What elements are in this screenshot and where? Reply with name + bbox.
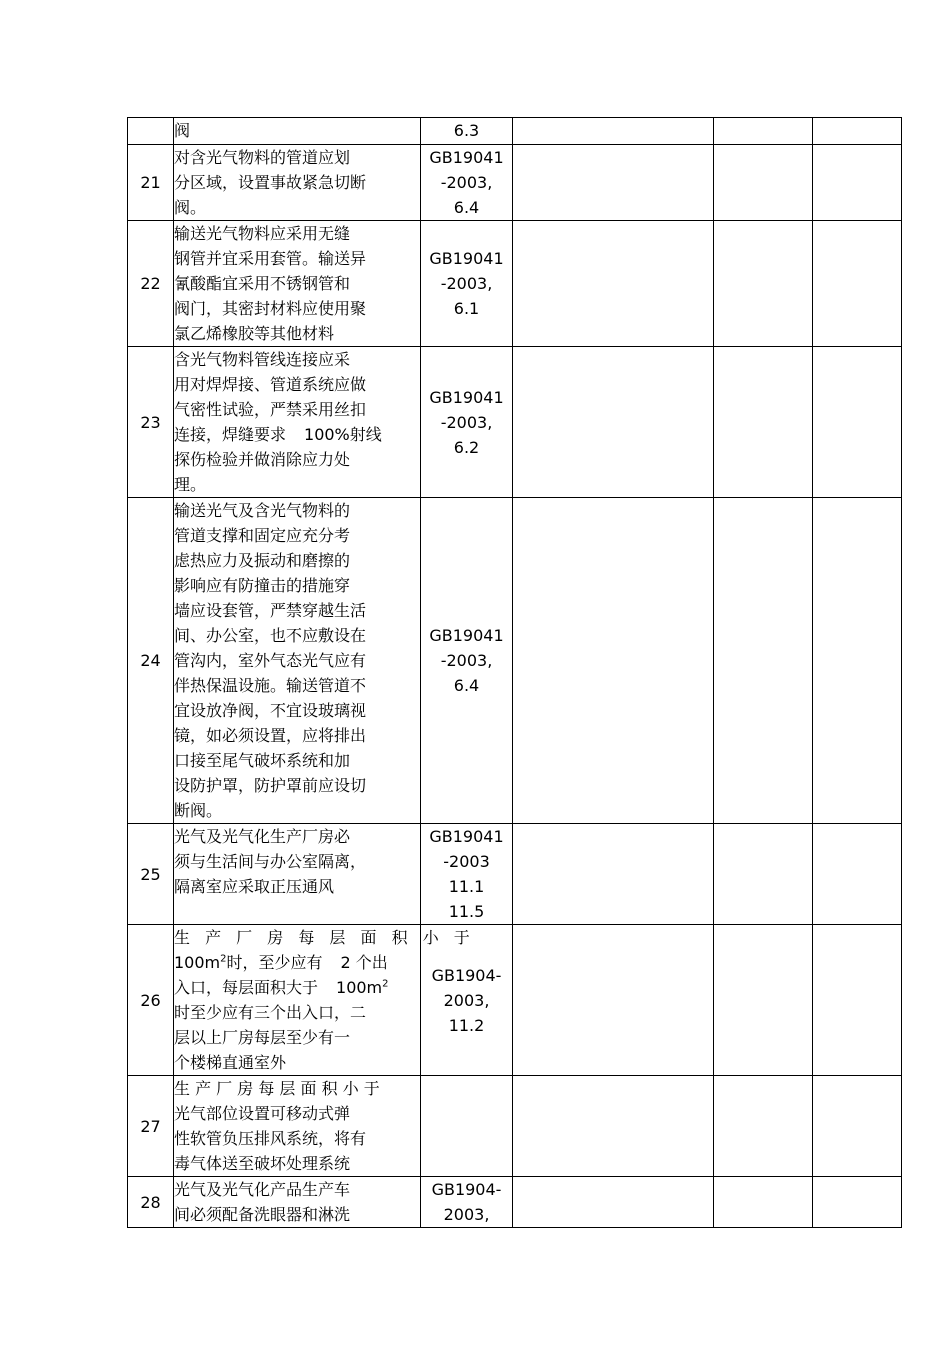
requirement-line: 氯乙烯橡胶等其他材料 (174, 324, 335, 343)
row-number (128, 118, 174, 145)
blank-cell (813, 118, 902, 145)
blank-cell (813, 145, 902, 221)
requirement-text: 时，至少应有 (226, 953, 323, 972)
standard-line: GB19041 (429, 827, 504, 846)
standard-line: 2003, (443, 990, 490, 1010)
requirement-line: 光气及光气化生产厂房必 (174, 827, 351, 846)
table-row (128, 498, 902, 824)
requirement-line: 个楼梯直通室外 (174, 1053, 287, 1072)
requirement-line: 光气部位设置可移动式弹 (174, 1104, 351, 1123)
standard-line: GB19041 (429, 148, 504, 167)
requirement-line: 间必须配备洗眼器和淋洗 (174, 1205, 351, 1224)
standard-line: -2003, (440, 412, 493, 432)
standard-line: 2003, (443, 1205, 490, 1224)
requirement-line: 输送光气及含光气物料的 (174, 501, 351, 520)
table-row (128, 221, 902, 347)
requirement-cell (174, 145, 421, 221)
requirement-line: 分区域，设置事故紧急切断 (174, 173, 367, 192)
requirement-text: 入口，每层面积大于 (174, 978, 319, 997)
requirement-line: 生 产 厂 房 每 层 面 积 小 于 (174, 1079, 380, 1098)
blank-cell (513, 221, 714, 347)
requirement-line: 须与生活间与办公室隔离， (174, 852, 367, 871)
requirement-text: 100m (336, 978, 383, 997)
standard-line: GB19041 (429, 387, 504, 407)
table-row (128, 118, 902, 145)
blank-cell (714, 1076, 813, 1177)
requirement-line: 阀 (174, 121, 191, 140)
standard-line: 11.2 (448, 1015, 485, 1035)
standard-line: -2003, (440, 274, 493, 293)
standard-cell (421, 1177, 513, 1228)
blank-cell (714, 498, 813, 824)
requirement-cell (174, 1177, 421, 1228)
requirement-line: 虑热应力及振动和磨擦的 (174, 551, 351, 570)
requirement-line (174, 422, 420, 447)
requirement-line: 生 产 厂 房 每 层 面 积 小 于 (174, 928, 475, 947)
standard-cell (421, 824, 513, 925)
standard-cell (421, 925, 513, 1076)
requirement-line: 对含光气物料的管道应划 (174, 148, 351, 167)
blank-cell (714, 1177, 813, 1228)
blank-cell (513, 1076, 714, 1177)
requirement-line: 理。 (174, 475, 207, 494)
standard-cell (421, 118, 513, 145)
requirement-line: 墙应设套管，严禁穿越生活 (174, 601, 367, 620)
requirement-line: 影响应有防撞击的措施穿 (174, 576, 351, 595)
row-number: 23 (128, 347, 174, 498)
requirement-text: 连接，焊缝要求 (174, 425, 287, 444)
blank-cell (513, 824, 714, 925)
requirement-cell (174, 221, 421, 347)
blank-cell (813, 824, 902, 925)
blank-cell (513, 347, 714, 498)
standard-line: GB1904- (431, 965, 502, 985)
table-row (128, 1076, 902, 1177)
requirement-line: 隔离室应采取正压通风 (174, 877, 335, 896)
standard-cell (421, 1076, 513, 1177)
standard-line: GB1904- (431, 1180, 502, 1199)
blank-cell (813, 347, 902, 498)
standard-cell (421, 221, 513, 347)
requirement-line: 阀门，其密封材料应使用聚 (174, 299, 367, 318)
requirement-line: 气密性试验，严禁采用丝扣 (174, 400, 367, 419)
requirement-text: 2 个出 (340, 953, 388, 972)
row-number: 28 (128, 1177, 174, 1228)
requirement-line (174, 975, 420, 1000)
standard-line: -2003, (440, 173, 493, 192)
blank-cell (813, 1177, 902, 1228)
requirement-line: 间、办公室，也不应敷设在 (174, 626, 367, 645)
standard-line: 6.3 (453, 121, 480, 140)
requirement-line (174, 950, 420, 975)
blank-cell (714, 145, 813, 221)
blank-cell (714, 824, 813, 925)
requirement-line: 毒气体送至破坏处理系统 (174, 1154, 351, 1173)
standard-line: GB19041 (429, 249, 504, 268)
row-number: 25 (128, 824, 174, 925)
row-number: 26 (128, 925, 174, 1076)
blank-cell (714, 221, 813, 347)
requirement-line: 时至少应有三个出入口，二 (174, 1003, 367, 1022)
requirement-line: 管道支撑和固定应充分考 (174, 526, 351, 545)
standard-line: 6.4 (453, 676, 480, 695)
standard-line: -2003 (443, 852, 490, 871)
blank-cell (513, 118, 714, 145)
standard-line: 6.2 (453, 437, 480, 457)
requirement-line: 氰酸酯宜采用不锈钢管和 (174, 274, 351, 293)
requirement-cell (174, 118, 421, 145)
table-row (128, 145, 902, 221)
table-row (128, 347, 902, 498)
blank-cell (714, 925, 813, 1076)
requirement-line: 层以上厂房每层至少有一 (174, 1028, 351, 1047)
requirement-line: 性软管负压排风系统，将有 (174, 1129, 367, 1148)
requirement-cell (174, 1076, 421, 1177)
table-row (128, 925, 902, 1076)
blank-cell (513, 145, 714, 221)
requirement-line: 管沟内，室外气态光气应有 (174, 651, 367, 670)
blank-cell (714, 118, 813, 145)
requirement-line: 用对焊焊接、管道系统应做 (174, 375, 367, 394)
requirement-text: 100m (174, 953, 221, 972)
blank-cell (513, 925, 714, 1076)
superscript: 2 (382, 978, 389, 990)
standard-line: 6.4 (453, 198, 480, 217)
requirement-line: 镜，如必须设置，应将排出 (174, 726, 367, 745)
requirement-cell (174, 347, 421, 498)
requirement-line: 断阀。 (174, 801, 223, 820)
row-number: 21 (128, 145, 174, 221)
requirement-line: 伴热保温设施。输送管道不 (174, 676, 367, 695)
requirement-line: 探伤检验并做消除应力处 (174, 450, 351, 469)
standard-cell (421, 498, 513, 824)
blank-cell (813, 221, 902, 347)
standard-line: 6.1 (453, 299, 480, 318)
blank-cell (513, 498, 714, 824)
table-row (128, 1177, 902, 1228)
standard-cell (421, 347, 513, 498)
requirement-line: 设防护罩，防护罩前应设切 (174, 776, 367, 795)
requirement-cell (174, 824, 421, 925)
table-row (128, 824, 902, 925)
requirement-line: 钢管并宜采用套管。输送异 (174, 249, 367, 268)
requirement-line: 口接至尾气破坏系统和加 (174, 751, 351, 770)
blank-cell (714, 347, 813, 498)
standard-line: 11.1 (448, 877, 485, 896)
standard-line: -2003, (440, 651, 493, 670)
blank-cell (813, 925, 902, 1076)
blank-cell (813, 498, 902, 824)
requirement-text: 100%射线 (304, 425, 382, 444)
requirement-line: 宜设放净阀，不宜设玻璃视 (174, 701, 367, 720)
blank-cell (813, 1076, 902, 1177)
requirement-line: 含光气物料管线连接应采 (174, 350, 351, 369)
standard-line: GB19041 (429, 626, 504, 645)
requirement-line: 光气及光气化产品生产车 (174, 1180, 351, 1199)
row-number: 24 (128, 498, 174, 824)
requirement-line: 输送光气物料应采用无缝 (174, 224, 351, 243)
requirement-cell (174, 498, 421, 824)
row-number: 22 (128, 221, 174, 347)
row-number: 27 (128, 1076, 174, 1177)
standard-line: 11.5 (448, 902, 485, 921)
standard-cell (421, 145, 513, 221)
requirement-line: 阀。 (174, 198, 207, 217)
superscript: 2 (220, 953, 227, 965)
inspection-table (127, 117, 902, 1228)
blank-cell (513, 1177, 714, 1228)
